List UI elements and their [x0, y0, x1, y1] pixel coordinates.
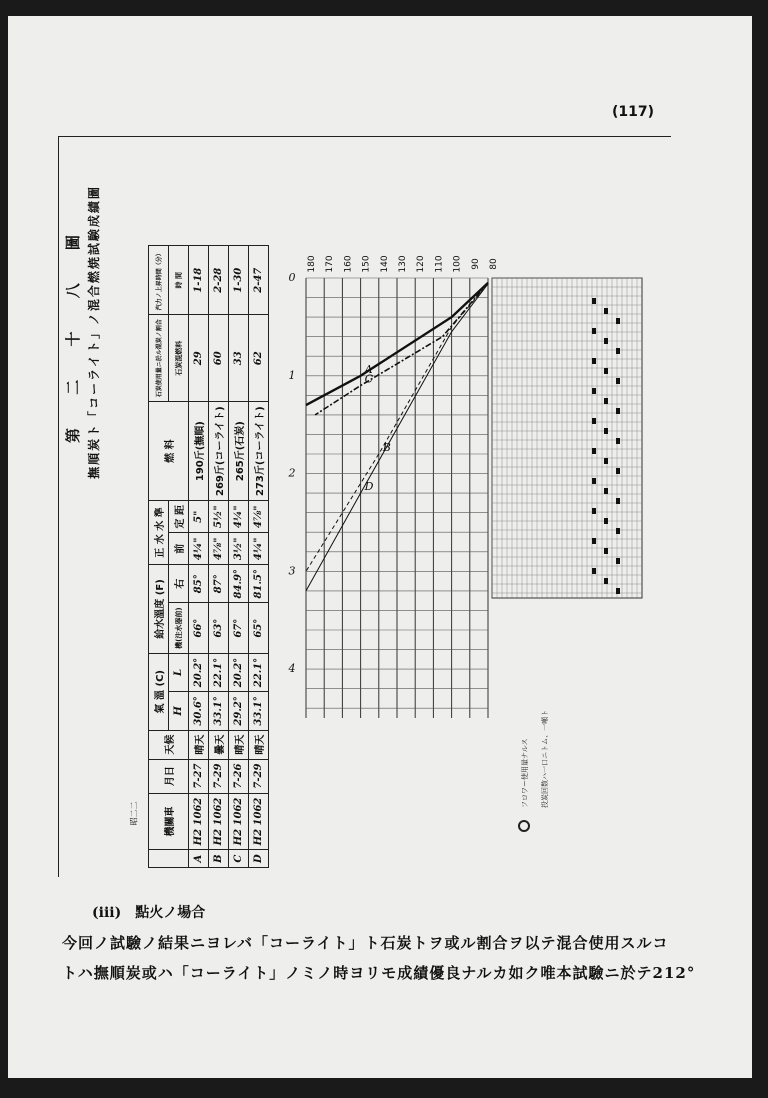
- firing-mark: [604, 488, 608, 494]
- firing-mark: [616, 468, 620, 474]
- section-heading: (iii) 點火ノ場合: [92, 905, 206, 921]
- firing-mark: [592, 388, 596, 394]
- y-tick-label: 0: [288, 271, 296, 284]
- row-locomotive: H2 1062: [249, 793, 269, 850]
- circle-mark: [518, 820, 530, 832]
- table-row: [249, 246, 269, 868]
- row-gauge-before: 4⅞": [209, 533, 229, 565]
- series-label-b: B: [382, 441, 391, 454]
- firing-mark: [592, 358, 596, 364]
- x-tick-label: 160: [343, 255, 354, 273]
- x-tick-label: 90: [470, 258, 481, 270]
- firing-mark: [616, 528, 620, 534]
- firing-mark: [604, 428, 608, 434]
- row-feedwater-right: 85°: [189, 565, 209, 603]
- row-date: 7-29: [209, 759, 229, 793]
- firing-mark: [604, 368, 608, 374]
- x-tick-label: 80: [489, 258, 499, 270]
- header-temp-h: H: [169, 692, 189, 730]
- body-line-2: トハ撫順炭或ハ「コーライト」ノミノ時ヨリモ成績優良ナルカ如ク唯本試驗ニ於テ212°: [62, 964, 696, 982]
- row-weather: 曇天: [209, 730, 229, 759]
- row-gauge-before: 3½": [229, 533, 249, 565]
- row-feedwater: 65°: [249, 603, 269, 653]
- firing-mark: [604, 398, 608, 404]
- firing-mark: [604, 578, 608, 584]
- row-temp-h: 30.6°: [189, 692, 209, 730]
- header-gauge: 正 水 水 準: [149, 500, 169, 564]
- y-tick-label: 1: [288, 368, 296, 382]
- row-temp-h: 29.2°: [229, 692, 249, 730]
- row-gauge-after: 5½": [209, 500, 229, 532]
- row-time: 1-18: [189, 246, 209, 315]
- header-gauge-before: 前: [169, 533, 189, 565]
- row-fuel: 269斤(コーライト): [209, 402, 229, 501]
- figure-subtitle: 撫順炭ト「コーライト」ノ混合燃焼試験成績圖: [87, 185, 101, 479]
- header-feedwater-right: 右: [169, 565, 189, 603]
- firing-mark: [592, 478, 596, 484]
- row-temp-h: 33.1°: [249, 692, 269, 730]
- row-weather: 晴天: [229, 730, 249, 759]
- header-ratio-sub: 石炭混燃料: [169, 315, 189, 402]
- header-temp-l: L: [169, 653, 189, 691]
- x-tick-label: 120: [416, 255, 427, 273]
- row-locomotive: H2 1062: [229, 793, 249, 850]
- results-table: [148, 245, 269, 868]
- row-feedwater-right: 87°: [209, 565, 229, 603]
- row-locomotive: H2 1062: [189, 793, 209, 850]
- row-feedwater: 67°: [229, 603, 249, 653]
- header-date: 月日: [149, 759, 189, 793]
- series-label-a: A: [364, 362, 373, 376]
- header-symbol: [149, 850, 189, 868]
- header-result-sub: 時 間: [169, 246, 189, 315]
- row-gauge-before: 4¼": [249, 533, 269, 565]
- row-gauge-after: 4⅞": [249, 500, 269, 532]
- row-temp-l: 22.1°: [209, 653, 229, 691]
- firing-mark: [616, 558, 620, 564]
- series-label-c: C: [364, 372, 374, 386]
- table-row: [229, 246, 249, 868]
- row-ratio: 60: [209, 315, 229, 402]
- x-tick-label: 180: [307, 255, 317, 273]
- row-feedwater-right: 84.9°: [229, 565, 249, 603]
- firing-mark: [604, 458, 608, 464]
- x-tick-label: 100: [452, 255, 463, 273]
- row-symbol: C: [229, 850, 249, 868]
- table-header-row: [149, 246, 169, 868]
- row-feedwater: 66°: [189, 603, 209, 653]
- firing-mark: [616, 498, 620, 504]
- row-feedwater-right: 81.5°: [249, 565, 269, 603]
- firing-mark: [604, 548, 608, 554]
- row-symbol: D: [249, 850, 269, 868]
- results-table-wrapper: [148, 245, 269, 868]
- firing-mark: [592, 298, 596, 304]
- header-result: 汽力ノ上昇時間（分）: [149, 246, 169, 315]
- row-fuel: 265斤(石炭): [229, 402, 249, 501]
- firing-mark: [592, 508, 596, 514]
- firing-mark: [616, 408, 620, 414]
- y-tick-label: 3: [288, 564, 296, 578]
- row-temp-l: 20.2°: [189, 653, 209, 691]
- firing-mark: [592, 418, 596, 424]
- firing-mark: [616, 318, 620, 324]
- table-row: [189, 246, 209, 868]
- firing-mark: [616, 348, 620, 354]
- row-fuel: 190斤(撫順): [189, 402, 209, 501]
- row-gauge-after: 4¼": [229, 500, 249, 532]
- firing-mark: [604, 308, 608, 314]
- x-tick-label: 130: [398, 255, 408, 273]
- header-fuel: 燃 料: [149, 402, 189, 501]
- firing-mark: [592, 448, 596, 454]
- figure-title-block: [62, 72, 102, 592]
- table-row: [209, 246, 229, 868]
- row-ratio: 62: [249, 315, 269, 402]
- header-locomotive: 機關車: [149, 793, 189, 850]
- row-ratio: 29: [189, 315, 209, 402]
- firing-mark: [592, 568, 596, 574]
- header-gauge-after: 定 距: [169, 500, 189, 532]
- figure-title: 第 二 十 八 圖: [64, 221, 82, 443]
- row-time: 2-47: [249, 246, 269, 315]
- firing-mark: [604, 518, 608, 524]
- row-temp-l: 22.1°: [249, 653, 269, 691]
- row-gauge-before: 4¼": [189, 533, 209, 565]
- row-fuel: 273斤(コーライト): [249, 402, 269, 501]
- firing-mark: [616, 378, 620, 384]
- header-weather: 天候: [149, 730, 189, 759]
- row-gauge-after: 5": [189, 500, 209, 532]
- row-temp-l: 20.2°: [229, 653, 249, 691]
- row-date: 7-26: [229, 759, 249, 793]
- page-number: (117): [612, 104, 655, 120]
- note-firing: 投炭回数ハ一口ニトム、一噸ト: [541, 709, 549, 808]
- x-tick-label: 170: [325, 255, 336, 273]
- firing-mark: [616, 438, 620, 444]
- firing-mark: [592, 328, 596, 334]
- row-locomotive: H2 1062: [209, 793, 229, 850]
- x-tick-label: 110: [434, 255, 445, 273]
- firing-mark: [604, 338, 608, 344]
- header-temperature: 氣 溫 (C): [149, 653, 169, 730]
- row-symbol: B: [209, 850, 229, 868]
- y-tick-label: 4: [288, 662, 296, 676]
- row-symbol: A: [189, 850, 209, 868]
- x-tick-label: 140: [379, 255, 390, 273]
- series-label-d: D: [364, 480, 374, 494]
- x-tick-label: 150: [361, 255, 372, 273]
- header-ratio: 石炭使用量ニ於ル混炭ノ割合: [149, 315, 169, 402]
- row-ratio: 33: [229, 315, 249, 402]
- note-flower: フロワー使用量ナルス: [521, 738, 529, 808]
- y-tick-label: 2: [288, 466, 296, 480]
- row-date: 7-29: [249, 759, 269, 793]
- row-feedwater: 63°: [209, 603, 229, 653]
- firing-mark: [616, 588, 620, 594]
- row-date: 7-27: [189, 759, 209, 793]
- header-feedwater: 給水溫度 (F): [149, 565, 169, 654]
- body-line-1: 今回ノ試驗ノ結果ニヨレバ「コーライト」ト石炭トヲ或ル割合ヲ以テ混合使用スルコ: [62, 934, 669, 952]
- row-time: 1-30: [229, 246, 249, 315]
- row-weather: 晴天: [249, 730, 269, 759]
- row-weather: 晴天: [189, 730, 209, 759]
- row-time: 2-28: [209, 246, 229, 315]
- firing-mark: [592, 538, 596, 544]
- table-corner-label: 昭二二: [129, 801, 139, 826]
- header-feedwater-sub: 機(注水器前): [169, 603, 189, 653]
- row-temp-h: 33.1°: [209, 692, 229, 730]
- combustion-chart: [268, 238, 658, 728]
